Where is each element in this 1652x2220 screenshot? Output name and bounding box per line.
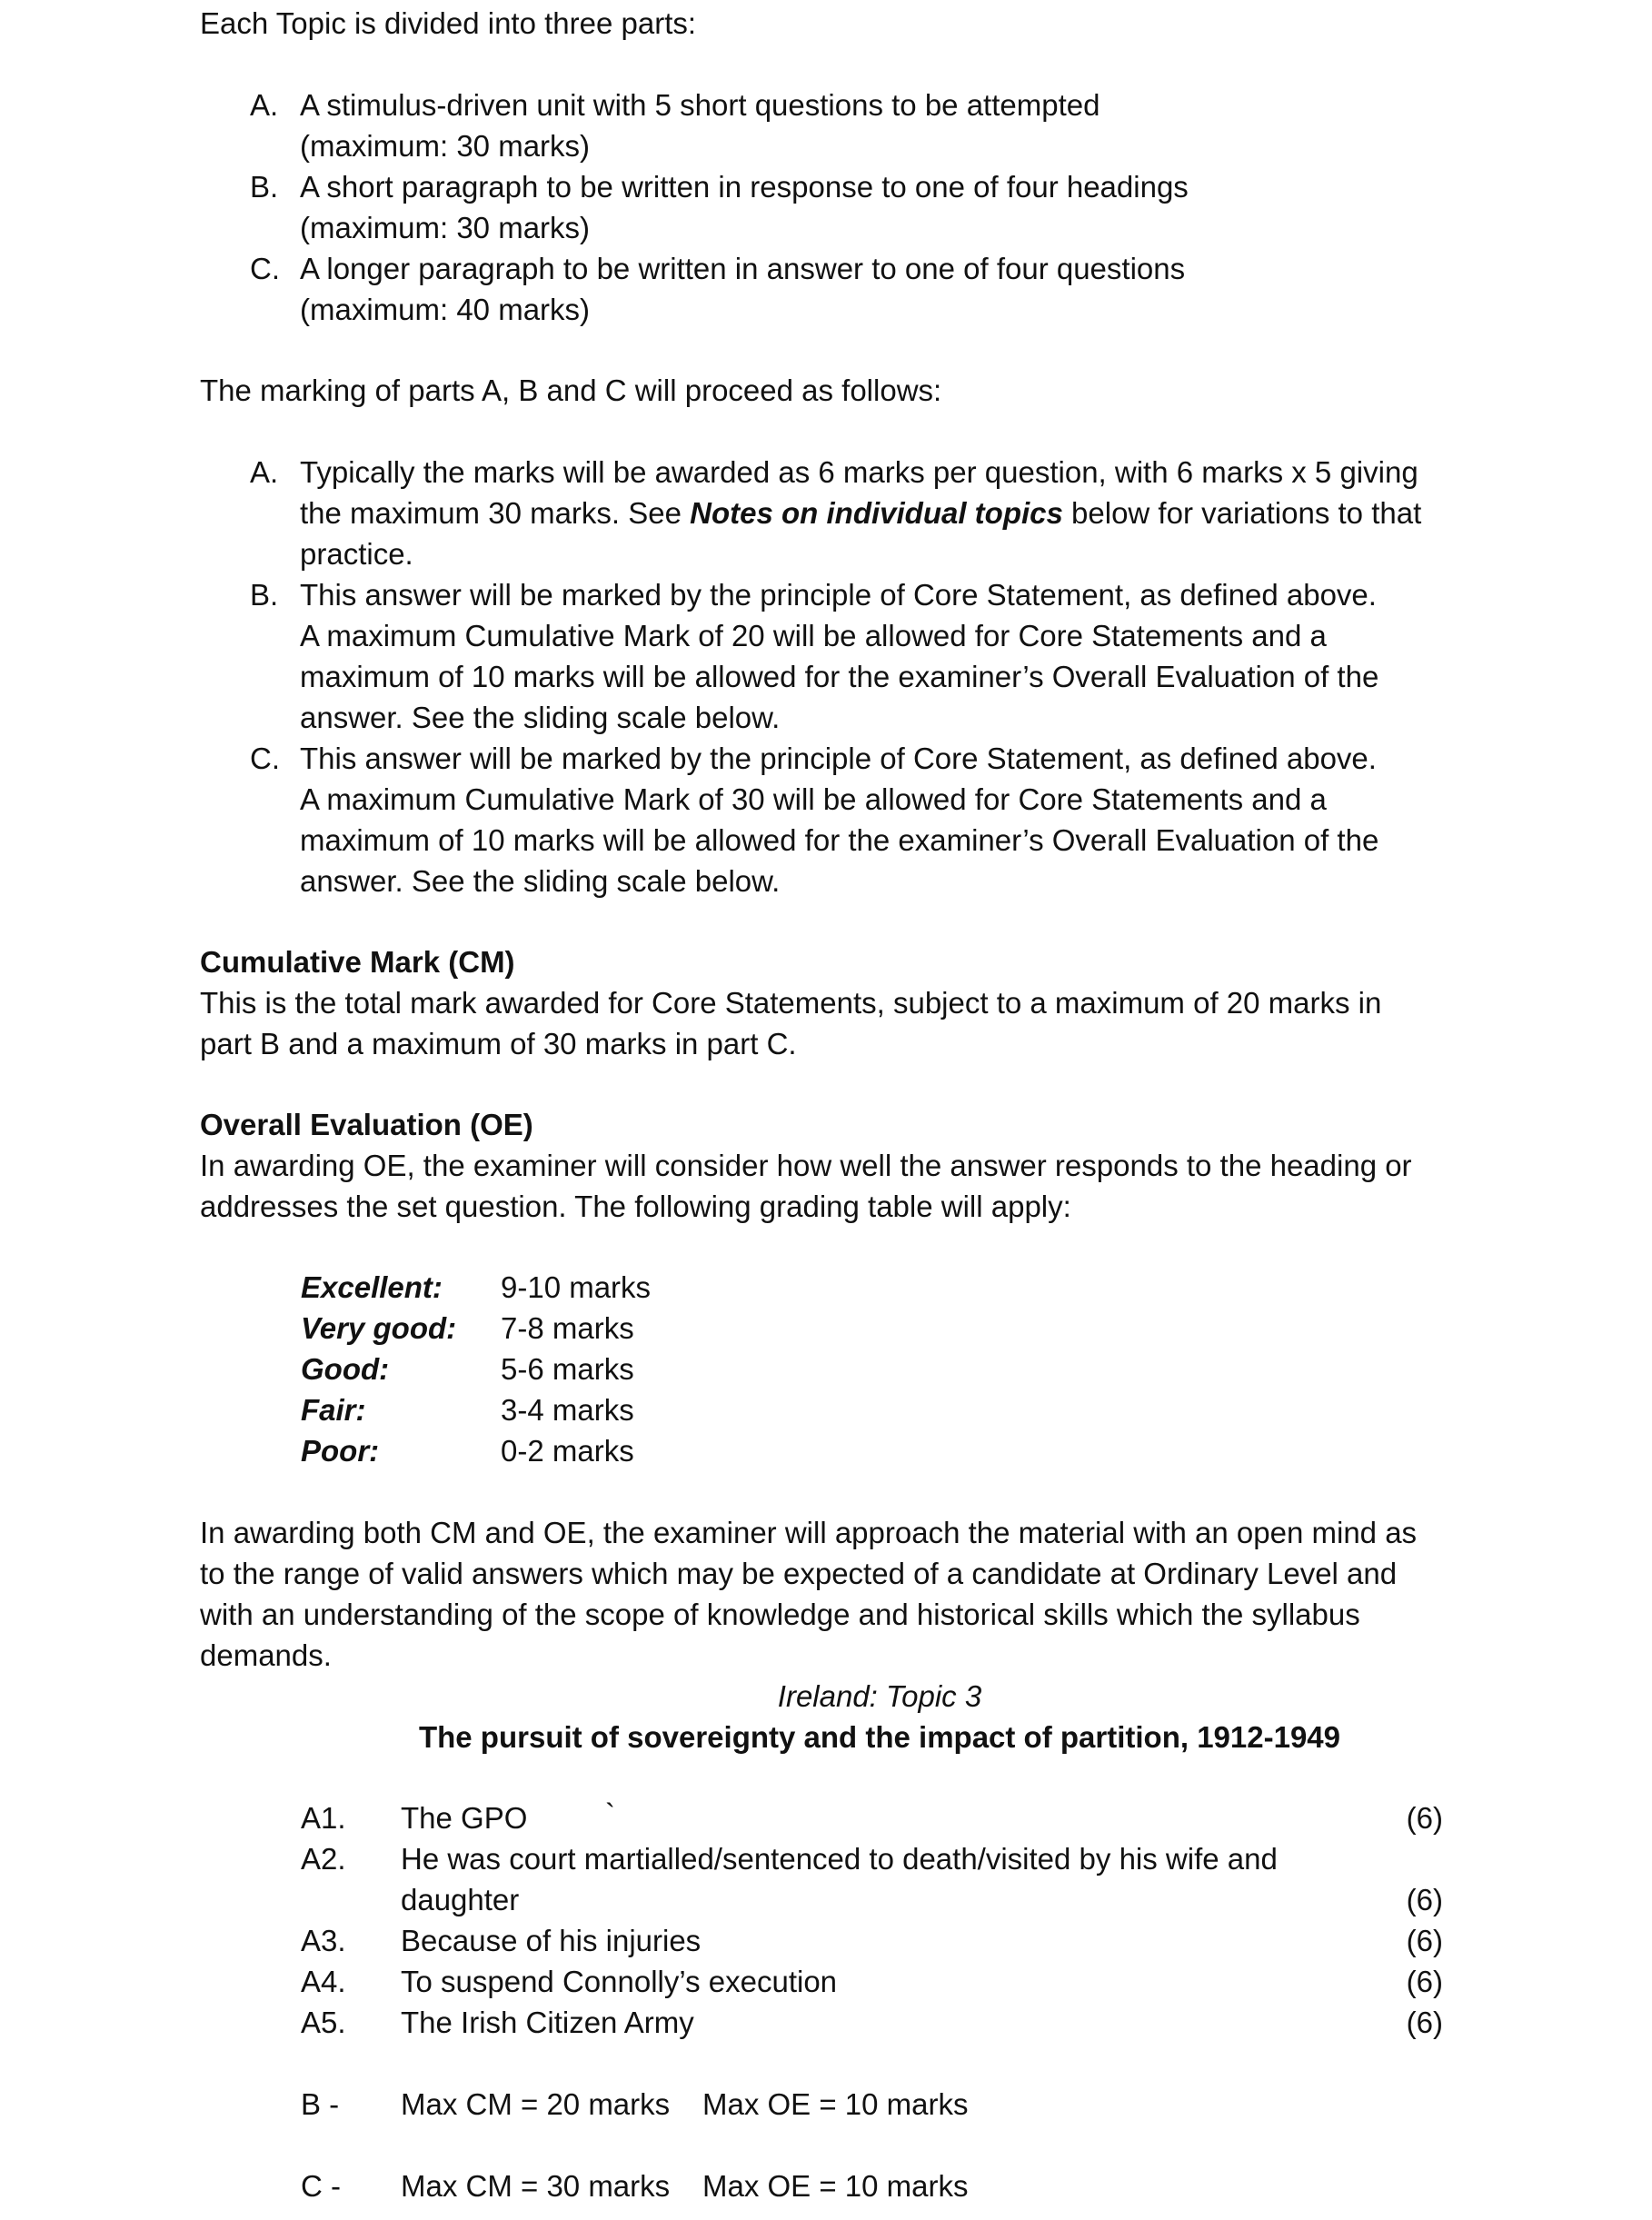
answer-mark: (6) [1406, 1924, 1443, 1957]
grade-value: 0-2 marks [501, 1434, 634, 1468]
grade-value: 7-8 marks [501, 1311, 634, 1345]
marking-a-line3: practice. [300, 537, 413, 571]
grade-value: 3-4 marks [501, 1393, 634, 1427]
stray-mark: ` [605, 1797, 615, 1831]
oe-line: In awarding OE, the examiner will consider how well the answer responds to the heading or [200, 1149, 1412, 1182]
closing-line: demands. [200, 1638, 332, 1672]
grade-label: Poor: [301, 1434, 380, 1468]
marking-b-line: A maximum Cumulative Mark of 20 will be allowed for Core Statements and a [300, 619, 1327, 652]
grade-label: Very good: [301, 1311, 457, 1345]
list-letter: C. [250, 742, 280, 775]
marking-a-item [250, 452, 1449, 574]
grading-row [301, 1349, 846, 1389]
oe-line: addresses the set question. The following grading table will apply: [200, 1190, 1071, 1223]
section-max-oe: Max OE = 10 marks [702, 2169, 969, 2203]
grade-value: 5-6 marks [501, 1352, 634, 1386]
section-c [301, 2165, 1119, 2206]
cm-line: This is the total mark awarded for Core Statements, subject to a maximum of 20 marks in [200, 986, 1382, 1020]
cm-heading: Cumulative Mark (CM) [200, 945, 515, 979]
answer-number: A5. [301, 2006, 346, 2039]
answer-number: A1. [301, 1801, 346, 1835]
closing-line: In awarding both CM and OE, the examiner will approach the material with an open mind as [200, 1516, 1418, 1549]
answer-text: To suspend Connolly’s execution [401, 1965, 838, 1998]
grading-row [301, 1389, 846, 1430]
marking-c-line: This answer will be marked by the principle of Core Statement, as defined above. [300, 742, 1377, 775]
parts-list [250, 85, 1431, 330]
list-letter: A. [250, 88, 279, 122]
marking-c-line: answer. See the sliding scale below. [300, 864, 781, 898]
answer-mark: (6) [1406, 1883, 1443, 1916]
answer-text: He was court martialled/sentenced to death/visited by his wife and [401, 1842, 1278, 1876]
part-a-line1: A stimulus-driven unit with 5 short questions to be attempted [300, 88, 1100, 122]
section-label: C - [301, 2169, 341, 2203]
marking-a-line2-pre: the maximum 30 marks. See [300, 496, 691, 530]
grade-label: Good: [301, 1352, 390, 1386]
section-label: B - [301, 2087, 340, 2121]
marking-b-item [250, 574, 1449, 738]
marking-a-line2-post: below for variations to that [1062, 496, 1422, 530]
list-letter: B. [250, 170, 279, 204]
answer-text: Because of his injuries [401, 1924, 702, 1957]
marking-a-line2 [300, 493, 1449, 533]
part-b-line1: A short paragraph to be written in response to one of four headings [300, 170, 1189, 204]
part-b-line2: (maximum: 30 marks) [300, 211, 591, 244]
answer-row [301, 1838, 1443, 1879]
answer-text-continued: daughter [401, 1883, 520, 1916]
section-max-cm: Max CM = 20 marks [401, 2087, 671, 2121]
intro-heading: Each Topic is divided into three parts: [200, 6, 697, 40]
notes-emphasis: Notes on individual topics [690, 496, 1063, 530]
closing-line: with an understanding of the scope of knowledge and historical skills which the syllabus [200, 1598, 1360, 1631]
answer-row [301, 2002, 1443, 2043]
oe-heading: Overall Evaluation (OE) [200, 1108, 533, 1141]
grade-value: 9-10 marks [501, 1270, 652, 1304]
list-letter: C. [250, 252, 280, 285]
marking-b-line: maximum of 10 marks will be allowed for the examiner’s Overall Evaluation of the [300, 660, 1379, 693]
marking-c-line: A maximum Cumulative Mark of 30 will be allowed for Core Statements and a [300, 782, 1327, 816]
marking-b-line: answer. See the sliding scale below. [300, 701, 781, 734]
part-c-line1: A longer paragraph to be written in answer to one of four questions [300, 252, 1186, 285]
part-a-line2: (maximum: 30 marks) [300, 129, 591, 163]
cm-section [200, 941, 1472, 1064]
closing-paragraph [200, 1512, 1490, 1676]
section-max-cm: Max CM = 30 marks [401, 2169, 671, 2203]
grading-table [301, 1267, 846, 1471]
grade-label: Excellent: [301, 1270, 443, 1304]
marking-list [250, 452, 1449, 901]
answer-mark: (6) [1406, 1801, 1443, 1835]
answer-text: The GPO [401, 1801, 528, 1835]
grading-row [301, 1430, 846, 1471]
part-b-item [250, 166, 1431, 248]
topic-heading [0, 1676, 1652, 1757]
answer-number: A4. [301, 1965, 346, 1998]
section-b [301, 2084, 1119, 2125]
answer-number: A2. [301, 1842, 346, 1876]
answer-row [301, 1920, 1443, 1961]
section-max-oe: Max OE = 10 marks [702, 2087, 969, 2121]
cm-line: part B and a maximum of 30 marks in part C. [200, 1027, 797, 1060]
marking-a-line1: Typically the marks will be awarded as 6 marks per question, with 6 marks x 5 giving [300, 455, 1418, 489]
marking-c-line: maximum of 10 marks will be allowed for the examiner’s Overall Evaluation of the [300, 823, 1379, 857]
part-a-item [250, 85, 1431, 166]
topic-title: The pursuit of sovereignty and the impact of partition, 1912-1949 [418, 1720, 1341, 1754]
answer-mark: (6) [1406, 1965, 1443, 1998]
section-row [301, 2165, 1119, 2206]
answer-text: The Irish Citizen Army [401, 2006, 694, 2039]
answer-number: A3. [301, 1924, 346, 1957]
section-row [301, 2084, 1119, 2125]
closing-line: to the range of valid answers which may be expected of a candidate at Ordinary Level and [200, 1557, 1398, 1590]
marking-b-line: This answer will be marked by the principle of Core Statement, as defined above. [300, 578, 1377, 612]
list-letter: B. [250, 578, 279, 612]
part-c-line2: (maximum: 40 marks) [300, 293, 591, 326]
list-letter: A. [250, 455, 279, 489]
grade-label: Fair: [301, 1393, 366, 1427]
oe-section [200, 1104, 1472, 1227]
grading-row [301, 1267, 846, 1308]
answer-row [301, 1879, 1443, 1920]
answer-list [301, 1797, 1443, 2043]
topic-subtitle: Ireland: Topic 3 [777, 1679, 982, 1713]
marking-heading: The marking of parts A, B and C will proceed as follows: [200, 373, 942, 407]
answer-mark: (6) [1406, 2006, 1443, 2039]
answer-row [301, 1797, 1443, 1838]
grading-row [301, 1308, 846, 1349]
marking-c-item [250, 738, 1449, 901]
answer-row [301, 1961, 1443, 2002]
part-c-item [250, 248, 1431, 330]
